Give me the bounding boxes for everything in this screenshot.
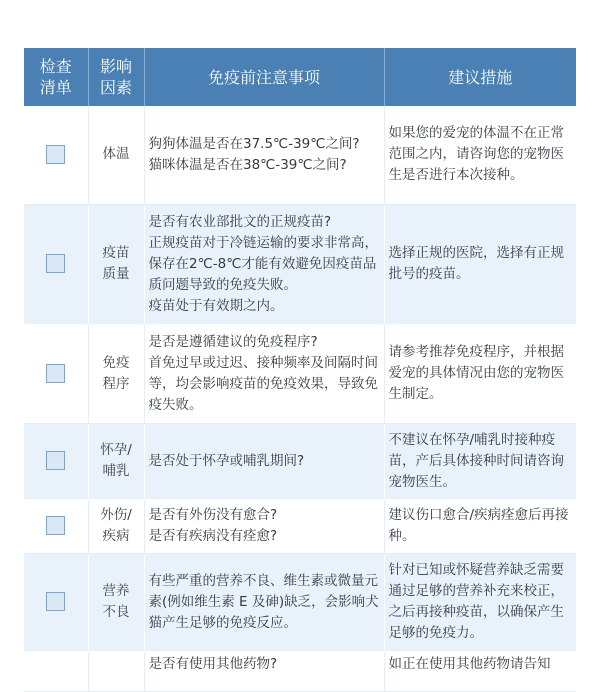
advice-cell: 如正在使用其他药物请告知	[384, 651, 576, 691]
factor-cell: 免疫 程序	[88, 324, 144, 423]
checkbox[interactable]	[46, 451, 65, 470]
table-row-partial	[24, 651, 576, 691]
advice-cell: 不建议在怀孕/哺乳时接种疫苗，产后具体接种时间请咨询宠物医生。	[384, 423, 576, 499]
checkbox[interactable]	[46, 592, 65, 611]
checkbox[interactable]	[46, 145, 65, 164]
table-row	[24, 499, 576, 553]
header-precautions: 免疫前注意事项	[144, 48, 384, 106]
table-row	[24, 324, 576, 423]
check-cell	[24, 204, 88, 324]
table-row	[24, 553, 576, 651]
notes-cell: 是否是遵循建议的免疫程序? 首免过早或过迟、接种频率及间隔时间等，均会影响疫苗的免疫效果，导致免疫失败。	[144, 324, 384, 423]
check-cell	[24, 651, 88, 691]
notes-cell: 有些严重的营养不良、维生素或微量元素(例如维生素 E 及砷)缺乏，会影响犬猫产生足够的免疫反应。	[144, 553, 384, 651]
header-factor: 影响 因素	[88, 48, 144, 106]
table-row	[24, 106, 576, 204]
check-cell	[24, 106, 88, 204]
table-row	[24, 204, 576, 324]
factor-cell	[88, 651, 144, 691]
factor-cell: 怀孕/ 哺乳	[88, 423, 144, 499]
check-cell	[24, 553, 88, 651]
checkbox[interactable]	[46, 516, 65, 535]
notes-cell: 是否有外伤没有愈合? 是否有疾病没有痊愈?	[144, 499, 384, 553]
factor-cell: 外伤/ 疾病	[88, 499, 144, 553]
advice-cell: 请参考推荐免疫程序，并根据爱宠的具体情况由您的宠物医生制定。	[384, 324, 576, 423]
advice-cell: 选择正规的医院，选择有正规批号的疫苗。	[384, 204, 576, 324]
notes-cell: 是否有使用其他药物?	[144, 651, 384, 691]
header-advice: 建议措施	[384, 48, 576, 106]
check-cell	[24, 423, 88, 499]
advice-cell: 如果您的爱宠的体温不在正常范围之内，请咨询您的宠物医生是否进行本次接种。	[384, 106, 576, 204]
checkbox[interactable]	[46, 364, 65, 383]
notes-cell: 是否处于怀孕或哺乳期间?	[144, 423, 384, 499]
table-header	[24, 48, 576, 106]
notes-cell: 狗狗体温是否在37.5℃-39℃之间? 猫咪体温是否在38℃-39℃之间?	[144, 106, 384, 204]
check-cell	[24, 499, 88, 553]
notes-cell: 是否有农业部批文的正规疫苗? 正规疫苗对于冷链运输的要求非常高，保存在2℃-8℃才能有效避免因疫苗品质问题导致的免疫失败。 疫苗处于有效期之内。	[144, 204, 384, 324]
header-checklist: 检查 清单	[24, 48, 88, 106]
table-row	[24, 423, 576, 499]
factor-cell: 营养 不良	[88, 553, 144, 651]
check-cell	[24, 324, 88, 423]
advice-cell: 建议伤口愈合/疾病痊愈后再接种。	[384, 499, 576, 553]
factor-cell: 体温	[88, 106, 144, 204]
advice-cell: 针对已知或怀疑营养缺乏需要通过足够的营养补充来校正，之后再接种疫苗，以确保产生足够的免疫力。	[384, 553, 576, 651]
checkbox[interactable]	[46, 254, 65, 273]
checklist-table	[24, 48, 576, 692]
factor-cell: 疫苗 质量	[88, 204, 144, 324]
